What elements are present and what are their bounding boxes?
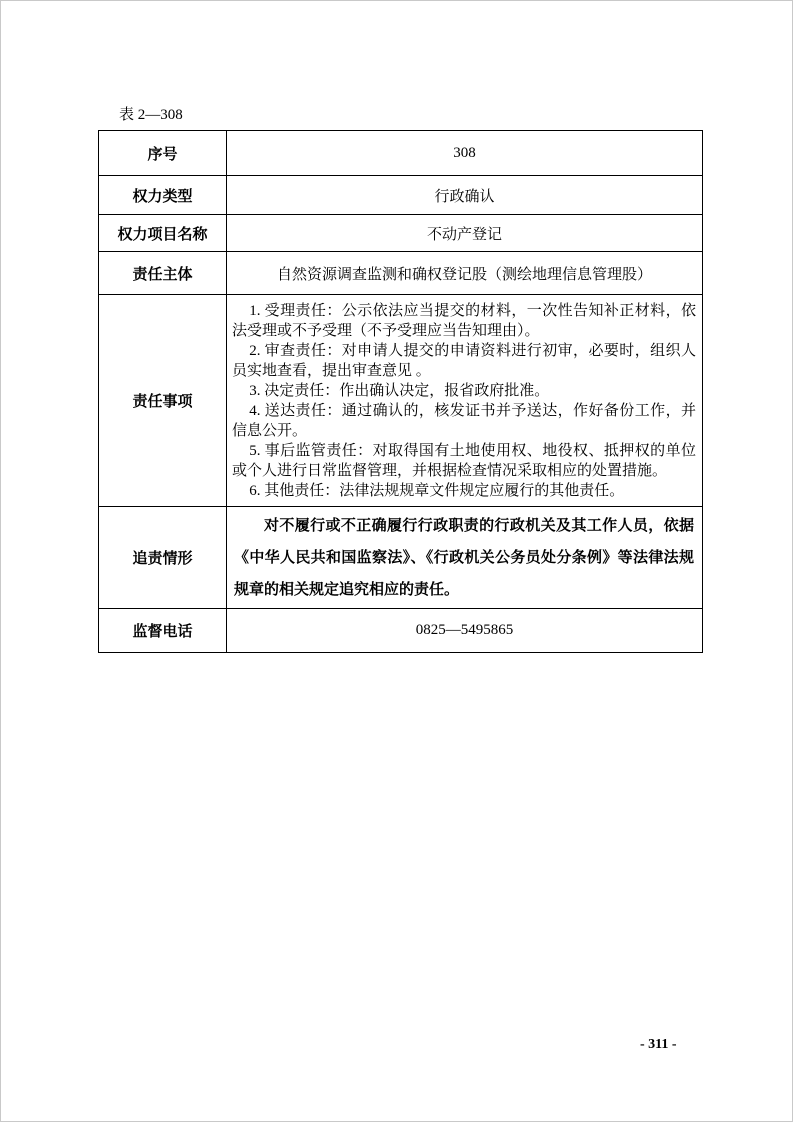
duty-item: 1. 受理责任：公示依法应当提交的材料，一次性告知补正材料，依法受理或不予受理（不予受理应当告知理由）。 [232, 302, 696, 339]
table-row-duty-items [99, 295, 703, 507]
table-row-power-item-name [99, 215, 703, 252]
power-item-name-value: 不动产登记 [227, 215, 703, 252]
table-row-power-type [99, 176, 703, 215]
duty-item: 4. 送达责任：通过确认的，核发证书并予送达，作好备份工作，并信息公开。 [232, 402, 696, 439]
power-type-value: 行政确认 [227, 176, 703, 215]
table-row-responsible-body [99, 252, 703, 295]
duty-items [227, 295, 703, 507]
supervision-phone-label: 监督电话 [99, 609, 227, 653]
serial-number-value: 308 [227, 131, 703, 176]
power-item-name-label: 权力项目名称 [99, 215, 227, 252]
duty-item: 2. 审查责任：对申请人提交的申请资料进行初审，必要时，组织人员实地查看，提出审查意见 。 [232, 342, 696, 379]
supervision-phone-value: 0825—5495865 [227, 609, 703, 653]
table-caption: 表 2—308 [119, 107, 183, 123]
table-row-accountability [99, 507, 703, 609]
serial-number-label: 序号 [99, 131, 227, 176]
table-row-serial-number [99, 131, 703, 176]
accountability-label: 追责情形 [99, 507, 227, 609]
duty-item: 3. 决定责任：作出确认决定，报省政府批准。 [249, 382, 550, 399]
page-number: - 311 - [640, 1037, 677, 1052]
table-row-supervision-phone [99, 609, 703, 653]
responsible-body-value: 自然资源调查监测和确权登记股（测绘地理信息管理股） [227, 252, 703, 295]
duty-item: 5. 事后监管责任：对取得国有土地使用权、地役权、抵押权的单位或个人进行日常监督管理，并根据检查情况采取相应的处置措施。 [232, 442, 696, 479]
duty-items-label: 责任事项 [99, 295, 227, 507]
accountability-text: 对不履行或不正确履行行政职责的行政机关及其工作人员，依据《中华人民共和国监察法》、《行政机关公务员处分条例》等法律法规规章的相关规定追究相应的责任。 [234, 517, 694, 598]
responsibility-table [98, 130, 703, 653]
power-type-label: 权力类型 [99, 176, 227, 215]
duty-item: 6. 其他责任：法律法规规章文件规定应履行的其他责任。 [249, 482, 625, 499]
accountability-cell [227, 507, 703, 609]
responsible-body-label: 责任主体 [99, 252, 227, 295]
